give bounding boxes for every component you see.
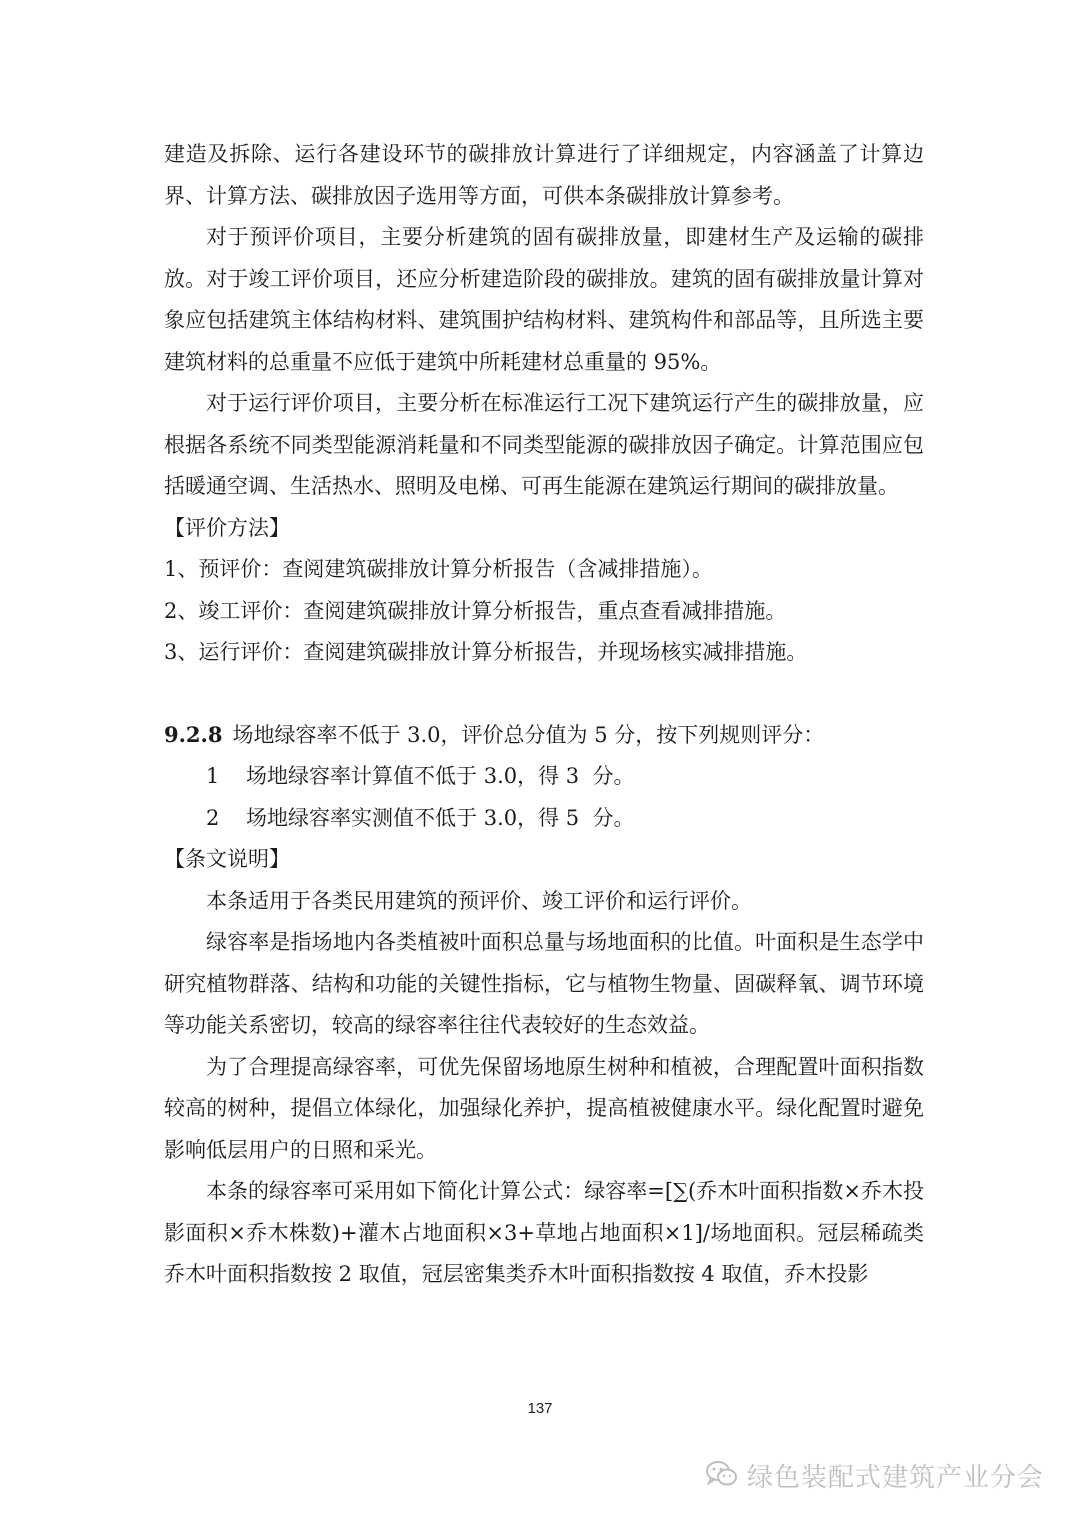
section-heading-evaluation-method: 【评价方法】 <box>164 515 290 540</box>
clause-heading <box>164 714 924 757</box>
body-paragraph: 本条适用于各类民用建筑的预评价、竣工评价和运行评价。 <box>206 888 752 913</box>
body-paragraph: 本条的绿容率可采用如下简化计算公式：绿容率=[∑(乔木叶面积指数×乔木投影面积×乔木株数)+灌木占地面积×3+草地占地面积×1]/场地面积。冠层稀疏类乔木叶面积指数按 2 取值，冠层密集类乔木叶面积指数按 4 取值，乔木投影 <box>164 1179 924 1286</box>
page-number: 137 <box>527 1400 553 1417</box>
body-paragraph: 对于预评价项目，主要分析建筑的固有碳排放量，即建材生产及运输的碳排放。对于竣工评价项目，还应分析建造阶段的碳排放。建筑的固有碳排放量计算对象应包括建筑主体结构材料、建筑围护结构材料、建筑构件和部品等，且所选主要建筑材料的总重量不应低于建筑中所耗建材总重量的 95%。 <box>164 225 924 374</box>
body-paragraph: 为了合理提高绿容率，可优先保留场地原生树种和植被，合理配置叶面积指数较高的树种，提倡立体绿化，加强绿化养护，提高植被健康水平。绿化配置时避免影响低层用户的日照和采光。 <box>164 1054 924 1162</box>
list-item: 2、竣工评价：查阅建筑碳排放计算分析报告，重点查看减排措施。 <box>164 598 787 623</box>
body-paragraph: 对于运行评价项目，主要分析在标准运行工况下建筑运行产生的碳排放量，应根据各系统不同类型能源消耗量和不同类型能源的碳排放因子确定。计算范围应包括暖通空调、生活热水、照明及电梯、可再生能源在建筑运行期间的碳排放量。 <box>164 391 924 498</box>
clause-rule: 1 场地绿容率计算值不低于 3.0，得 3 分。 <box>206 764 635 788</box>
list-item: 1、预评价：查阅建筑碳排放计算分析报告（含减排措施）。 <box>164 557 713 581</box>
watermark-text: 绿色装配式建筑产业分会 <box>746 1463 1044 1493</box>
clause-rule: 2 场地绿容率实测值不低于 3.0，得 5 分。 <box>206 805 635 830</box>
section-heading-explanation: 【条文说明】 <box>164 847 290 871</box>
clause-text: 场地绿容率不低于 3.0，评价总分值为 5 分，按下列规则评分： <box>232 722 825 747</box>
list-item: 3、运行评价：查阅建筑碳排放计算分析报告，并现场核实减排措施。 <box>164 640 808 664</box>
wechat-icon <box>705 1459 739 1493</box>
body-paragraph: 绿容率是指场地内各类植被叶面积总量与场地面积的比值。叶面积是生态学中研究植物群落、结构和功能的关键性指标，它与植物生物量、固碳释氧、调节环境等功能关系密切，较高的绿容率往往代表较好的生态效益。 <box>164 930 924 1037</box>
page-body <box>164 134 924 1296</box>
watermark <box>705 1457 1044 1494</box>
clause-number: 9.2.8 <box>164 721 223 747</box>
body-paragraph: 建造及拆除、运行各建设环节的碳排放计算进行了详细规定，内容涵盖了计算边界、计算方法、碳排放因子选用等方面，可供本条碳排放计算参考。 <box>164 142 924 208</box>
spacer <box>164 674 924 714</box>
